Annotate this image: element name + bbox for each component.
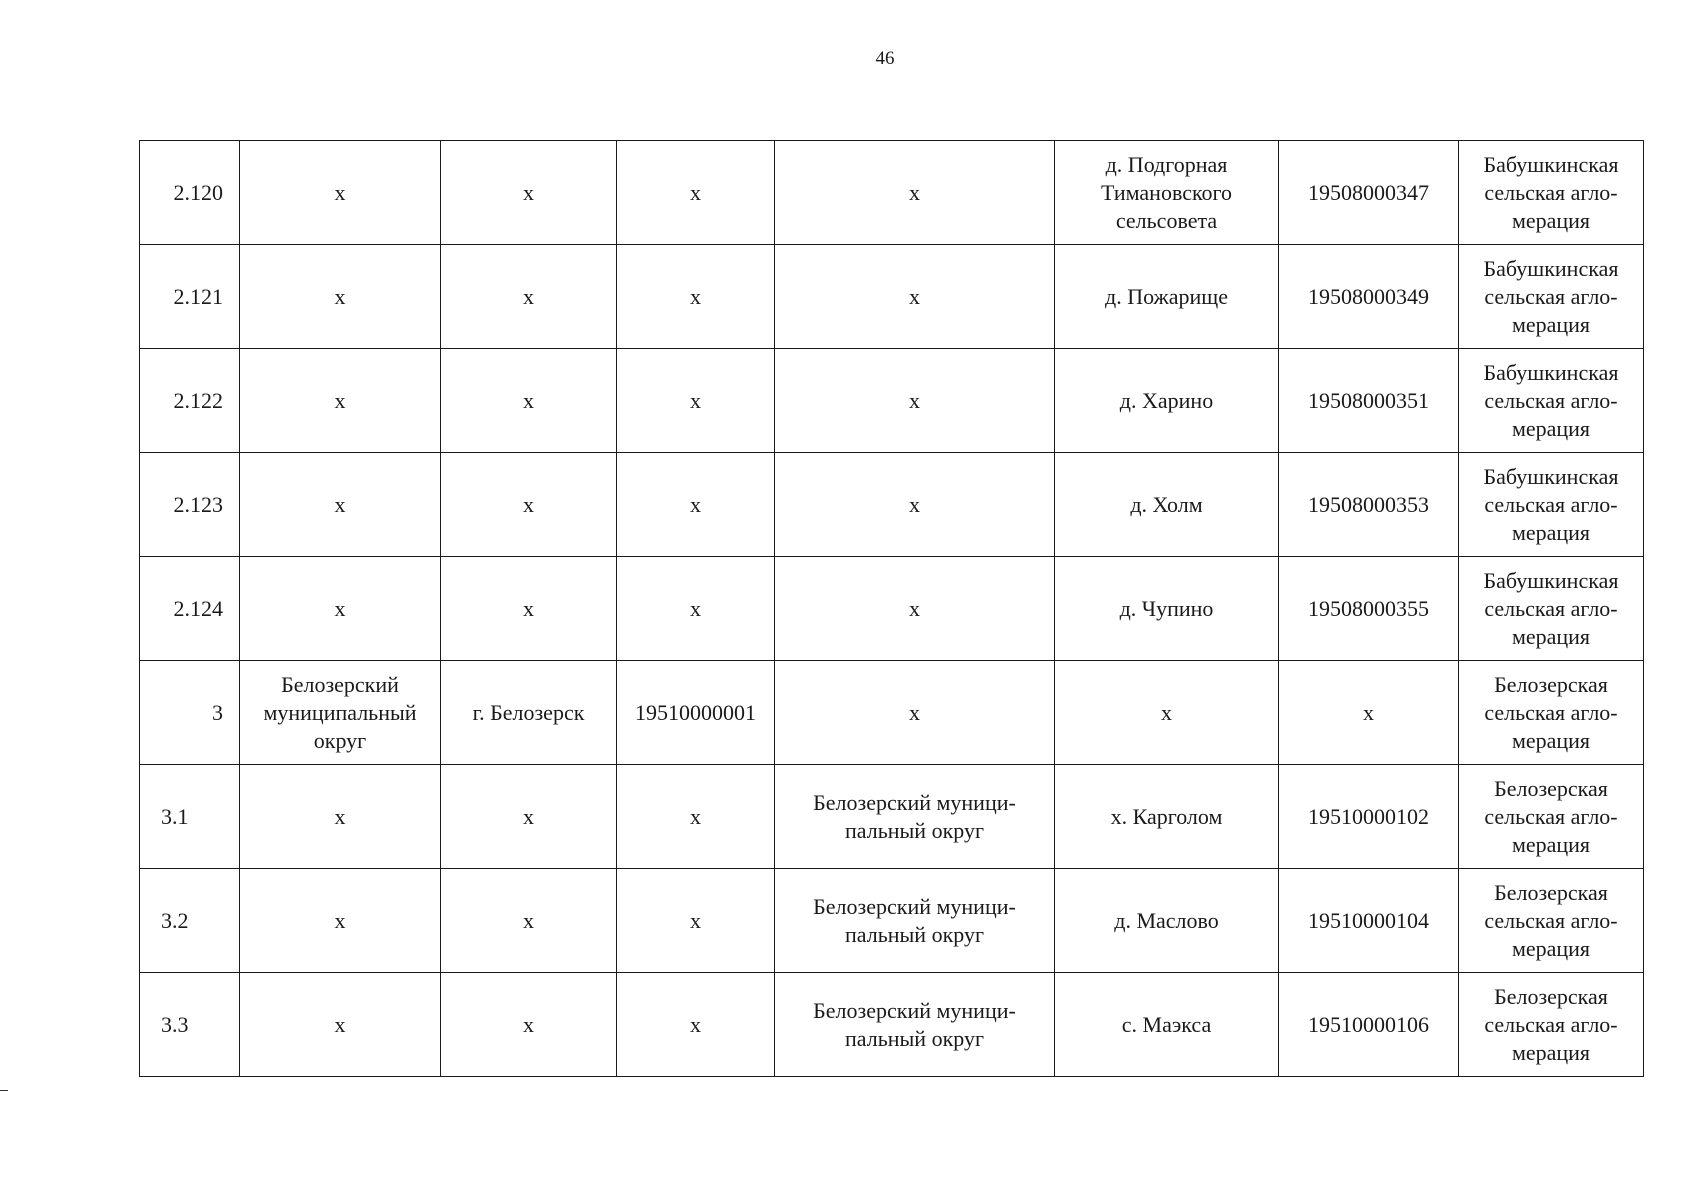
table-cell: г. Белозерск [441, 661, 617, 765]
row-number-cell: 3.2 [140, 869, 240, 973]
table-cell: х [240, 141, 441, 245]
table-cell: Белозерская сельская агло- мерация [1459, 661, 1644, 765]
table-cell: д. Холм [1055, 453, 1279, 557]
table-cell: 19510000106 [1279, 973, 1459, 1077]
table-cell: х [441, 557, 617, 661]
table-cell: х [775, 557, 1055, 661]
table-cell: х [240, 245, 441, 349]
table-cell: д. Подгорная Тимановского сельсовета [1055, 141, 1279, 245]
table-row [140, 661, 1644, 765]
table-cell: Белозерская сельская агло- мерация [1459, 765, 1644, 869]
table-cell: 19508000353 [1279, 453, 1459, 557]
table-cell: Бабушкинская сельская агло- мерация [1459, 245, 1644, 349]
row-number-cell: 3.1 [140, 765, 240, 869]
table-body [140, 141, 1644, 1077]
table-cell: Белозерская сельская агло- мерация [1459, 973, 1644, 1077]
table-cell: х [617, 765, 775, 869]
table-cell: Бабушкинская сельская агло- мерация [1459, 141, 1644, 245]
table-cell: с. Маэкса [1055, 973, 1279, 1077]
table-cell: х [240, 765, 441, 869]
page-number: 46 [875, 48, 895, 69]
table-row [140, 557, 1644, 661]
table-cell: Белозерский муници- пальный округ [775, 869, 1055, 973]
table-cell: д. Чупино [1055, 557, 1279, 661]
table-cell: х [441, 349, 617, 453]
table-cell: Белозерский муници- пальный округ [775, 765, 1055, 869]
table-cell: х [240, 973, 441, 1077]
table-row [140, 869, 1644, 973]
row-number-cell: 2.120 [140, 141, 240, 245]
table-cell: х [775, 245, 1055, 349]
table-cell: д. Пожарище [1055, 245, 1279, 349]
table-row [140, 349, 1644, 453]
table-cell: х [617, 869, 775, 973]
margin-mark [0, 1090, 8, 1091]
table-cell: х [617, 973, 775, 1077]
table-cell: х. Карголом [1055, 765, 1279, 869]
table-cell: х [441, 141, 617, 245]
table-cell: х [1279, 661, 1459, 765]
table-cell: 19510000001 [617, 661, 775, 765]
table-cell: х [441, 973, 617, 1077]
table-cell: х [240, 453, 441, 557]
row-number-cell: 2.123 [140, 453, 240, 557]
row-number-cell: 3 [140, 661, 240, 765]
table-cell: д. Харино [1055, 349, 1279, 453]
table-cell: х [441, 869, 617, 973]
table-cell: х [441, 245, 617, 349]
table-cell: х [240, 349, 441, 453]
table-cell: 19510000102 [1279, 765, 1459, 869]
row-number-cell: 3.3 [140, 973, 240, 1077]
table-cell: 19510000104 [1279, 869, 1459, 973]
table-row [140, 765, 1644, 869]
row-number-cell: 2.122 [140, 349, 240, 453]
table-cell: Белозерская сельская агло- мерация [1459, 869, 1644, 973]
table-cell: Белозерский муниципальный округ [240, 661, 441, 765]
table-cell: Бабушкинская сельская агло- мерация [1459, 557, 1644, 661]
table-row [140, 973, 1644, 1077]
table-cell: х [1055, 661, 1279, 765]
row-number-cell: 2.121 [140, 245, 240, 349]
row-number-cell: 2.124 [140, 557, 240, 661]
table-cell: х [775, 141, 1055, 245]
table-cell: 19508000349 [1279, 245, 1459, 349]
table-cell: х [441, 765, 617, 869]
table-row [140, 141, 1644, 245]
table-cell: д. Маслово [1055, 869, 1279, 973]
table-cell: х [617, 349, 775, 453]
table-cell: х [775, 661, 1055, 765]
table-cell: х [775, 349, 1055, 453]
table-cell: х [775, 453, 1055, 557]
table-cell: Бабушкинская сельская агло- мерация [1459, 453, 1644, 557]
table-cell: х [617, 453, 775, 557]
table-cell: х [617, 245, 775, 349]
table-cell: Белозерский муници- пальный округ [775, 973, 1055, 1077]
table-row [140, 245, 1644, 349]
table-cell: 19508000347 [1279, 141, 1459, 245]
table-row [140, 453, 1644, 557]
table-cell: 19508000355 [1279, 557, 1459, 661]
table-cell: х [617, 557, 775, 661]
table-cell: х [240, 557, 441, 661]
table-cell: х [441, 453, 617, 557]
table-cell: 19508000351 [1279, 349, 1459, 453]
table-cell: х [240, 869, 441, 973]
table-cell: Бабушкинская сельская агло- мерация [1459, 349, 1644, 453]
table-cell: х [617, 141, 775, 245]
data-table [139, 140, 1644, 1077]
